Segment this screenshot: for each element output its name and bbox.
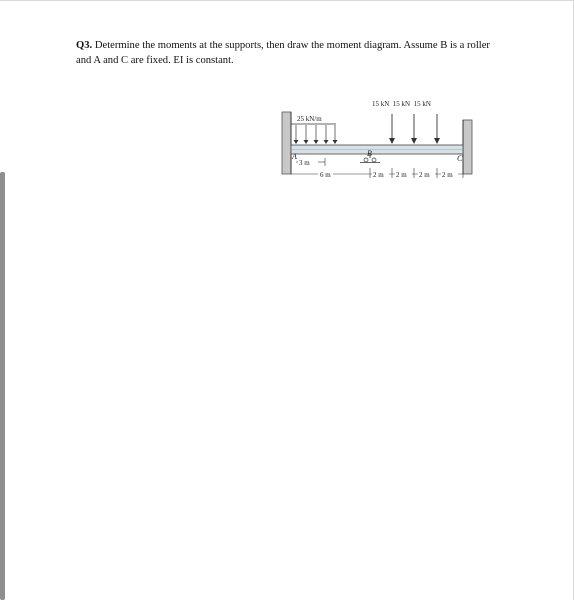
dimension-2m-label-4: 2 m — [442, 171, 453, 179]
distributed-load-label: 25 kN/m — [297, 115, 322, 123]
dimension-2m-label-3: 2 m — [419, 171, 430, 179]
fixed-support-a — [282, 112, 291, 174]
question-label: Q3. — [76, 40, 93, 51]
question-body: Determine the moments at the supports, then draw the moment diagram. Assume B is a roller and A and C are fixed. EI is constant. — [76, 40, 490, 66]
point-loads — [389, 114, 440, 144]
dimension-3m-label: 3 m — [299, 159, 310, 167]
dimension-2m-label-2: 2 m — [396, 171, 407, 179]
dimension-2m-label-1: 2 m — [373, 171, 384, 179]
beam — [291, 145, 463, 154]
fixed-support-c — [463, 120, 472, 174]
support-c-label: C — [457, 154, 463, 163]
distributed-load — [291, 124, 338, 144]
dimension-6m-label: 6 m — [320, 171, 331, 179]
point-loads-label: 15 kN 15 kN 15 kN — [372, 100, 431, 108]
support-a-label: A — [292, 152, 297, 161]
support-b-label: B — [367, 149, 372, 158]
